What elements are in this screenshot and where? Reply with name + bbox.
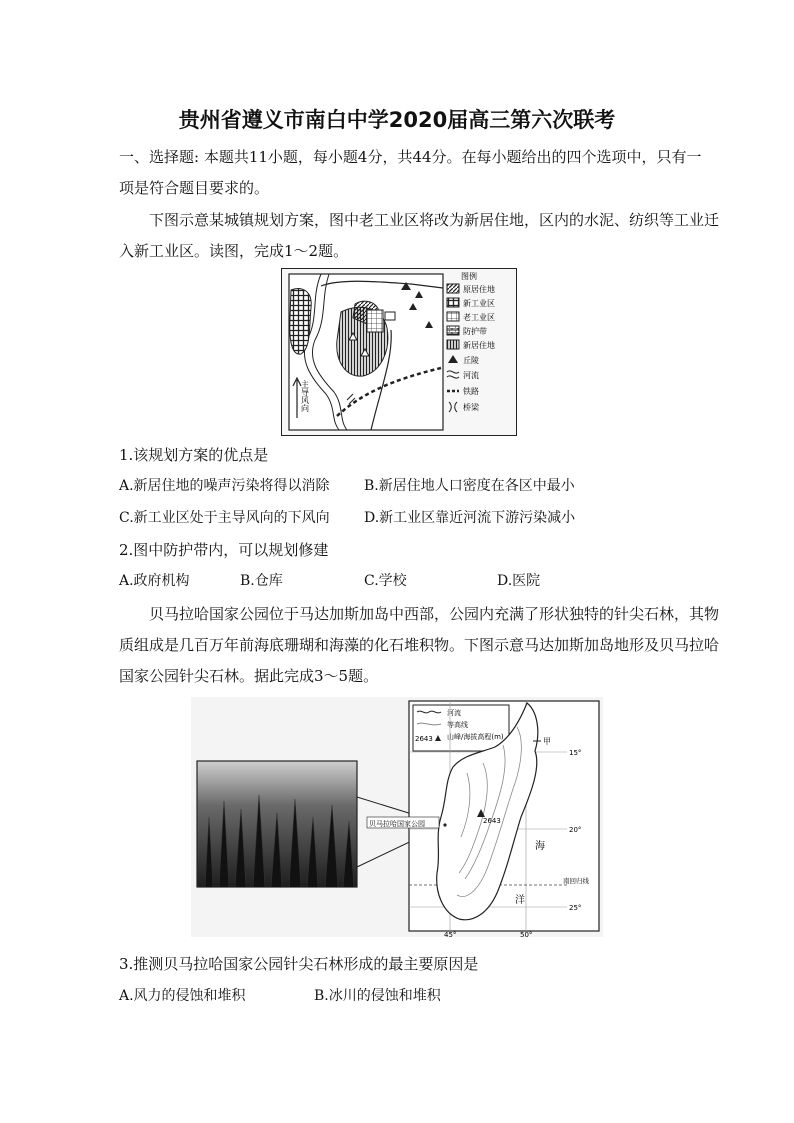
legend-label: 铁路: [463, 387, 479, 396]
page-title: 贵州省遵义市南白中学2020届高三第六次联考: [178, 108, 616, 132]
lat-15-label: 15°: [569, 749, 582, 757]
madagascar-figure: [191, 697, 603, 937]
lon-50-label: 50°: [520, 931, 533, 937]
legend-title: 图例: [461, 272, 477, 281]
lat-25-label: 25°: [569, 904, 582, 912]
legend-river-label: 河流: [447, 709, 461, 717]
legend-label: 桥梁: [463, 403, 479, 412]
point-jia-label: 甲: [543, 737, 551, 746]
legend-label: 丘陵: [463, 356, 479, 365]
ocean-label: 洋: [515, 895, 525, 906]
legend-swatch-new-residential: [447, 340, 459, 349]
q2-option-a[interactable]: A.政府机构: [119, 573, 190, 589]
section-instruction-line1: 一、选择题: 本题共11小题，每小题4分，共44分。在每小题给出的四个选项中，只有一: [119, 148, 702, 166]
q1-option-a[interactable]: A.新居住地的噪声污染将得以消除: [119, 478, 330, 494]
intro2-line1: 贝马拉哈国家公园位于马达加斯加岛中西部，公园内充满了形状独特的针尖石林，其物: [149, 605, 720, 623]
q2-stem: 2.图中防护带内，可以规划修建: [119, 541, 329, 559]
legend-label: 防护带: [463, 327, 487, 336]
q3-option-b[interactable]: B.冰川的侵蚀和堆积: [314, 988, 441, 1004]
legend-label: 河流: [463, 371, 479, 380]
park-label: 贝马拉哈国家公园: [369, 820, 425, 828]
legend-label: 老工业区: [463, 313, 495, 322]
q1-option-d[interactable]: D.新工业区靠近河流下游污染减小: [364, 510, 576, 526]
intro1-line1: 下图示意某城镇规划方案，图中老工业区将改为新居住地，区内的水泥、纺织等工业迁: [149, 211, 720, 229]
old-industrial-zone: [367, 310, 383, 332]
q2-option-c[interactable]: C.学校: [364, 573, 407, 589]
legend-swatch-protection: [447, 326, 459, 335]
intro2-line3: 国家公园针尖石林。据此完成3～5题。: [119, 667, 379, 685]
legend-peak-value: 2643: [415, 735, 433, 743]
park-location-dot: [443, 823, 446, 826]
legend-swatch-old-industrial: [447, 312, 459, 321]
q1-option-c[interactable]: C.新工业区处于主导风向的下风向: [119, 510, 330, 526]
q1-option-b[interactable]: B.新居住地人口密度在各区中最小: [364, 478, 575, 494]
q3-stem: 3.推测贝马拉哈国家公园针尖石林形成的最主要原因是: [119, 955, 479, 973]
legend-label: 新工业区: [463, 299, 495, 308]
madagascar-map: [191, 697, 603, 937]
lon-45-label: 45°: [444, 931, 457, 937]
town-plan-figure: [281, 268, 517, 436]
tropic-label: 南回归线: [563, 877, 589, 885]
legend-label: 新居住地: [463, 341, 495, 350]
section-instruction-line2: 项是符合题目要求的。: [119, 179, 270, 197]
wind-label: 主导风向: [300, 380, 310, 412]
sea-label: 海: [535, 841, 545, 852]
peak-map-label: 2643: [483, 817, 501, 825]
legend-swatch-new-industrial: [447, 298, 459, 307]
intro2-line2: 质组成是几百万年前海底珊瑚和海藻的化石堆积物。下图示意马达加斯加岛地形及贝马拉哈: [119, 636, 720, 654]
protection-belt: [385, 312, 395, 320]
intro1-line2: 入新工业区。读图，完成1～2题。: [119, 242, 349, 260]
legend-swatch-original: [447, 284, 459, 293]
q3-option-a[interactable]: A.风力的侵蚀和堆积: [119, 988, 246, 1004]
legend-peak-label: 山峰/海拔高程(m): [447, 733, 504, 741]
town-plan-map: [281, 268, 517, 436]
legend-label: 原居住地: [463, 285, 495, 294]
legend-contour-label: 等高线: [447, 721, 468, 729]
lat-20-label: 20°: [569, 826, 582, 834]
q1-stem: 1.该规划方案的优点是: [119, 446, 269, 464]
q2-option-d[interactable]: D.医院: [497, 573, 541, 589]
q2-option-b[interactable]: B.仓库: [240, 573, 283, 589]
